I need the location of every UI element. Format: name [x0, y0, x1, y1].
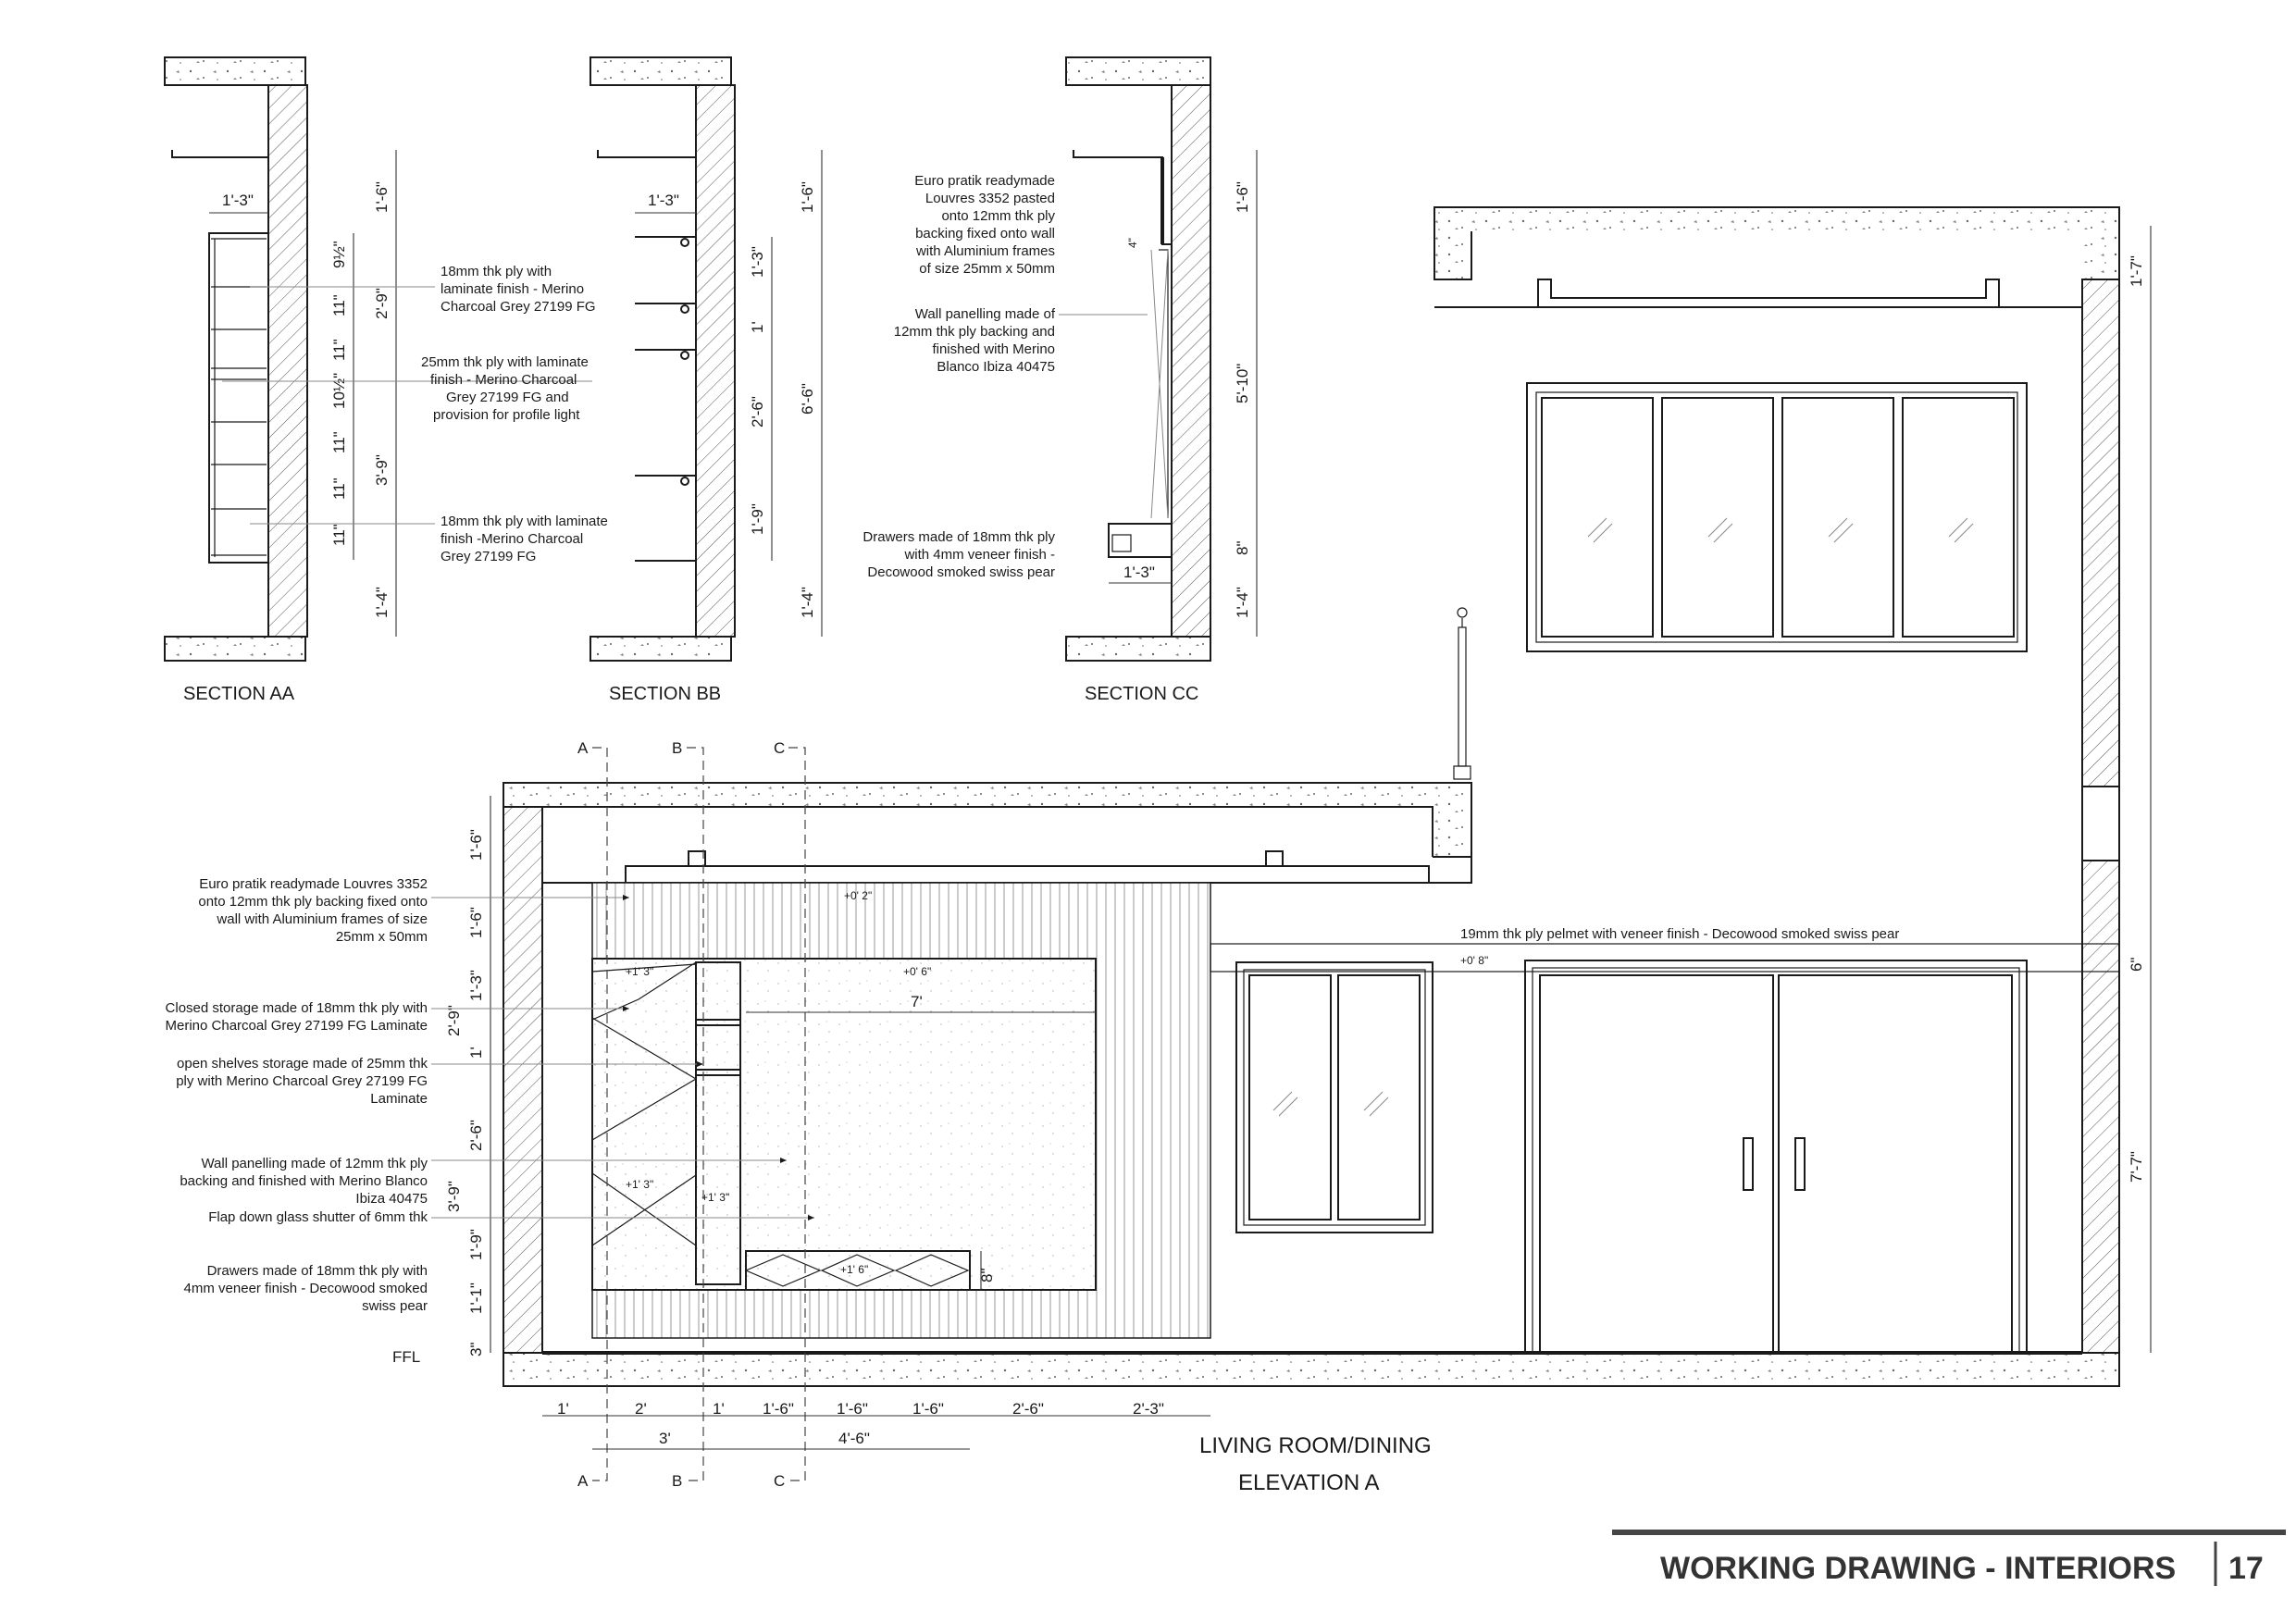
elev-note-1d: 25mm x 50mm: [335, 929, 428, 945]
elevation-floor-slab: [503, 1353, 2119, 1386]
elev-note-6b: 4mm veneer finish - Decowood smoked: [183, 1281, 428, 1296]
small-window-pane-left: [1249, 975, 1331, 1220]
section-cc-note-3c: Decowood smoked swiss pear: [867, 564, 1055, 580]
section-cc-note-2b: 12mm thk ply backing and: [893, 324, 1055, 340]
section-cc-note-1d: backing fixed onto wall: [915, 226, 1055, 242]
elevation-title-line1: LIVING ROOM/DINING: [1199, 1433, 1432, 1458]
section-cc-odim-2: 5'-10": [1234, 363, 1251, 403]
bottom-dim-9: 3': [659, 1430, 671, 1447]
section-cc-note-3b: with 4mm veneer finish -: [904, 547, 1055, 563]
section-bb: [590, 57, 822, 704]
left-odim-6: 1'-9": [467, 1229, 485, 1260]
section-aa-vdim-4: 10½": [330, 372, 348, 409]
section-aa-note-1c: Charcoal Grey 27199 FG: [441, 299, 596, 315]
bottom-dim-8: 2'-3": [1133, 1400, 1164, 1418]
elev-note-6a: Drawers made of 18mm thk ply with: [206, 1263, 428, 1279]
section-cc-panel-cross: [1151, 250, 1168, 518]
left-odim-1: 1'-6": [467, 829, 485, 861]
section-cc-note-1b: Louvres 3352 pasted: [925, 191, 1055, 206]
section-aa-vdim-1: 9½": [330, 241, 348, 268]
right-dim-1: 1'-7": [2128, 255, 2145, 287]
section-aa-note-2a: 25mm thk ply with laminate: [421, 354, 589, 370]
section-bb-odim-3: 1'-4": [799, 587, 816, 618]
section-cc-note-1f: of size 25mm x 50mm: [919, 261, 1055, 277]
elev-note-4c: Ibiza 40475: [355, 1191, 428, 1207]
section-cc-title: SECTION CC: [1085, 684, 1199, 704]
section-aa-note-3c: Grey 27199 FG: [441, 549, 537, 564]
section-bb-shelves: [635, 237, 696, 561]
left-odim-4: 1': [467, 1047, 485, 1059]
section-cc-drawer-front: [1112, 535, 1131, 551]
section-aa-vdim-5: 11": [330, 431, 348, 453]
inner-dim-8in: 8": [978, 1268, 996, 1282]
section-mark-c-bottom: C: [774, 1472, 786, 1490]
section-cc-louvre-box: [1074, 150, 1172, 244]
section-bb-floor-slab: [590, 637, 731, 661]
section-aa-width-dim: 1'-3": [222, 192, 254, 209]
elev-note-1c: wall with Aluminium frames of size: [217, 911, 428, 927]
section-aa-odim-4: 1'-4": [373, 587, 391, 618]
title-block: [1612, 1532, 2286, 1586]
left-odim-5: 2'-6": [467, 1120, 485, 1151]
section-bb-vdim-4: 1'-9": [749, 503, 766, 535]
bottom-dim-4: 1'-6": [763, 1400, 794, 1418]
section-mark-b-bottom: B: [672, 1472, 683, 1490]
section-aa-vdim-6: 11": [330, 477, 348, 500]
section-cc-note-3a: Drawers made of 18mm thk ply: [863, 529, 1055, 545]
section-aa-note-2c: Grey 27199 FG and: [446, 390, 569, 405]
level-tag-3: +0' 6": [903, 965, 932, 978]
bottom-dim-3: 1': [713, 1400, 725, 1418]
section-aa: [165, 57, 608, 704]
door-handle-left: [1744, 1138, 1753, 1190]
elev-note-4b: backing and finished with Merino Blanco: [180, 1173, 428, 1189]
section-cc-floor-slab: [1066, 637, 1210, 661]
left-odim-7: 1'-1": [467, 1282, 485, 1314]
sheet-title: WORKING DRAWING - INTERIORS: [1660, 1551, 2177, 1586]
level-tag-6: +1' 6": [840, 1263, 869, 1276]
sheet-number: 17: [2228, 1551, 2264, 1586]
section-aa-odim-3: 3'-9": [373, 454, 391, 486]
level-tag-1: +0' 2": [844, 889, 873, 902]
level-tag-4: +1' 3": [626, 1178, 654, 1191]
section-aa-odim-1: 1'-6": [373, 181, 391, 213]
elevation-left-wall: [503, 807, 542, 1353]
inner-dim-7ft: 7': [911, 993, 923, 1010]
elev-note-6c: swiss pear: [362, 1298, 428, 1314]
section-aa-vdim-7: 11": [330, 524, 348, 546]
ffl-label: FFL: [392, 1348, 421, 1366]
section-bb-ceiling-slab: [590, 57, 731, 85]
section-bb-vdim-3: 2'-6": [749, 396, 766, 427]
level-tag-5: +1' 3": [701, 1191, 730, 1204]
section-cc-note-2c: finished with Merino: [932, 341, 1055, 357]
door-handle-right: [1795, 1138, 1805, 1190]
level-tag-7: +0' 8": [1460, 954, 1489, 967]
section-cc-notes: [863, 173, 1148, 580]
section-aa-note-1a: 18mm thk ply with: [441, 264, 552, 279]
section-cc-note-1c: onto 12mm thk ply: [941, 208, 1055, 224]
curtain-rod: [1454, 608, 1471, 779]
right-dim-3: 7'-7": [2128, 1151, 2145, 1183]
high-window-glass-marks: [1588, 518, 1973, 542]
section-cc-wall: [1172, 85, 1210, 637]
section-aa-odim-2: 2'-9": [373, 288, 391, 319]
section-aa-vdim-2: 11": [330, 294, 348, 316]
section-aa-note-1b: laminate finish - Merino: [441, 281, 585, 297]
left-odim-3: 1'-3": [467, 970, 485, 1001]
left-odim-2: 1'-6": [467, 907, 485, 938]
section-cc: [863, 57, 1257, 704]
elev-note-3a: open shelves storage made of 25mm thk: [177, 1056, 428, 1072]
high-window-frame: [1527, 383, 2027, 651]
section-bb-false-ceiling: [598, 150, 696, 157]
section-bb-vdim-2: 1': [749, 321, 766, 333]
elevation-title-line2: ELEVATION A: [1238, 1470, 1380, 1495]
high-window-inner: [1536, 392, 2017, 642]
section-mark-a-top: A: [577, 739, 589, 757]
elev-note-4a: Wall panelling made of 12mm thk ply: [201, 1156, 428, 1171]
sliding-door-frame: [1525, 960, 2027, 1353]
section-bb-wall: [696, 85, 735, 637]
section-aa-title: SECTION AA: [183, 684, 295, 704]
section-aa-cabinet: [209, 233, 268, 563]
section-cc-note-2a: Wall panelling made of: [914, 306, 1055, 322]
section-aa-wall: [268, 85, 307, 637]
section-bb-odim-2: 6'-6": [799, 383, 816, 415]
bottom-dim-6: 1'-6": [912, 1400, 944, 1418]
bottom-dim-7: 2'-6": [1012, 1400, 1044, 1418]
elev-note-2a: Closed storage made of 18mm thk ply with: [165, 1000, 428, 1016]
section-cc-odim-3: 8": [1234, 540, 1251, 555]
bottom-dim-1: 1': [557, 1400, 569, 1418]
small-window-frame: [1236, 962, 1433, 1233]
elevation-upper-false-ceiling: [1434, 279, 2082, 307]
sliding-door-inner: [1533, 968, 2019, 1353]
elev-note-3c: Laminate: [370, 1091, 428, 1107]
section-cc-width-dim: 1'-3": [1123, 564, 1155, 581]
small-window-inner: [1244, 970, 1425, 1225]
small-window-pane-right: [1338, 975, 1420, 1220]
section-aa-note-3a: 18mm thk ply with laminate: [441, 514, 608, 529]
section-aa-false-ceiling: [172, 150, 268, 157]
section-aa-vdim-3: 11": [330, 339, 348, 361]
section-cc-note-2d: Blanco Ibiza 40475: [937, 359, 1055, 375]
section-mark-b-top: B: [672, 739, 683, 757]
section-cc-odim-4: 1'-4": [1234, 587, 1251, 618]
elevation-right-wall-gap: [2082, 787, 2119, 861]
elev-note-5: Flap down glass shutter of 6mm thk: [208, 1209, 428, 1225]
left-idim-2: 3'-9": [445, 1181, 463, 1212]
section-bb-vdim-1: 1'-3": [749, 246, 766, 278]
section-cc-ceiling-slab: [1066, 57, 1210, 85]
section-aa-floor-slab: [165, 637, 305, 661]
sliding-door-left: [1540, 975, 1773, 1353]
tv-wall-panel: [592, 959, 1096, 1290]
section-mark-c-top: C: [774, 739, 786, 757]
bottom-dim-5: 1'-6": [837, 1400, 868, 1418]
section-bb-width-dim: 1'-3": [648, 192, 679, 209]
section-aa-note-3b: finish -Merino Charcoal: [441, 531, 584, 547]
elev-note-3b: ply with Merino Charcoal Grey 27199 FG: [176, 1073, 428, 1089]
section-cc-odim-1: 1'-6": [1234, 181, 1251, 213]
high-window-panes: [1542, 398, 2014, 637]
section-cc-note-1e: with Aluminium frames: [915, 243, 1055, 259]
elev-note-1b: onto 12mm thk ply backing fixed onto: [198, 894, 428, 910]
pelmet-note: 19mm thk ply pelmet with veneer finish - Decowood smoked swiss pear: [1460, 926, 1900, 942]
section-cc-note-1a: Euro pratik readymade: [914, 173, 1055, 189]
section-bb-title: SECTION BB: [609, 684, 722, 704]
right-dim-2: 6": [2128, 957, 2145, 972]
section-bb-odim-1: 1'-6": [799, 181, 816, 213]
sliding-door-right: [1779, 975, 2012, 1353]
bottom-dim-10: 4'-6": [838, 1430, 870, 1447]
elevation-false-ceiling: [542, 857, 1471, 883]
elev-note-1a: Euro pratik readymade Louvres 3352: [199, 876, 428, 892]
left-idim-1: 2'-9": [445, 1005, 463, 1036]
elev-note-2b: Merino Charcoal Grey 27199 FG Laminate: [165, 1018, 428, 1034]
section-aa-note-2b: finish - Merino Charcoal: [430, 372, 577, 388]
section-mark-a-bottom: A: [577, 1472, 589, 1490]
section-cc-small-dim: 4": [1126, 238, 1139, 248]
section-aa-ceiling-slab: [165, 57, 305, 85]
bottom-dim-2: 2': [635, 1400, 647, 1418]
left-odim-8: 3": [467, 1342, 485, 1357]
level-tag-2: +1' 3": [626, 965, 654, 978]
section-aa-note-2d: provision for profile light: [433, 407, 580, 423]
